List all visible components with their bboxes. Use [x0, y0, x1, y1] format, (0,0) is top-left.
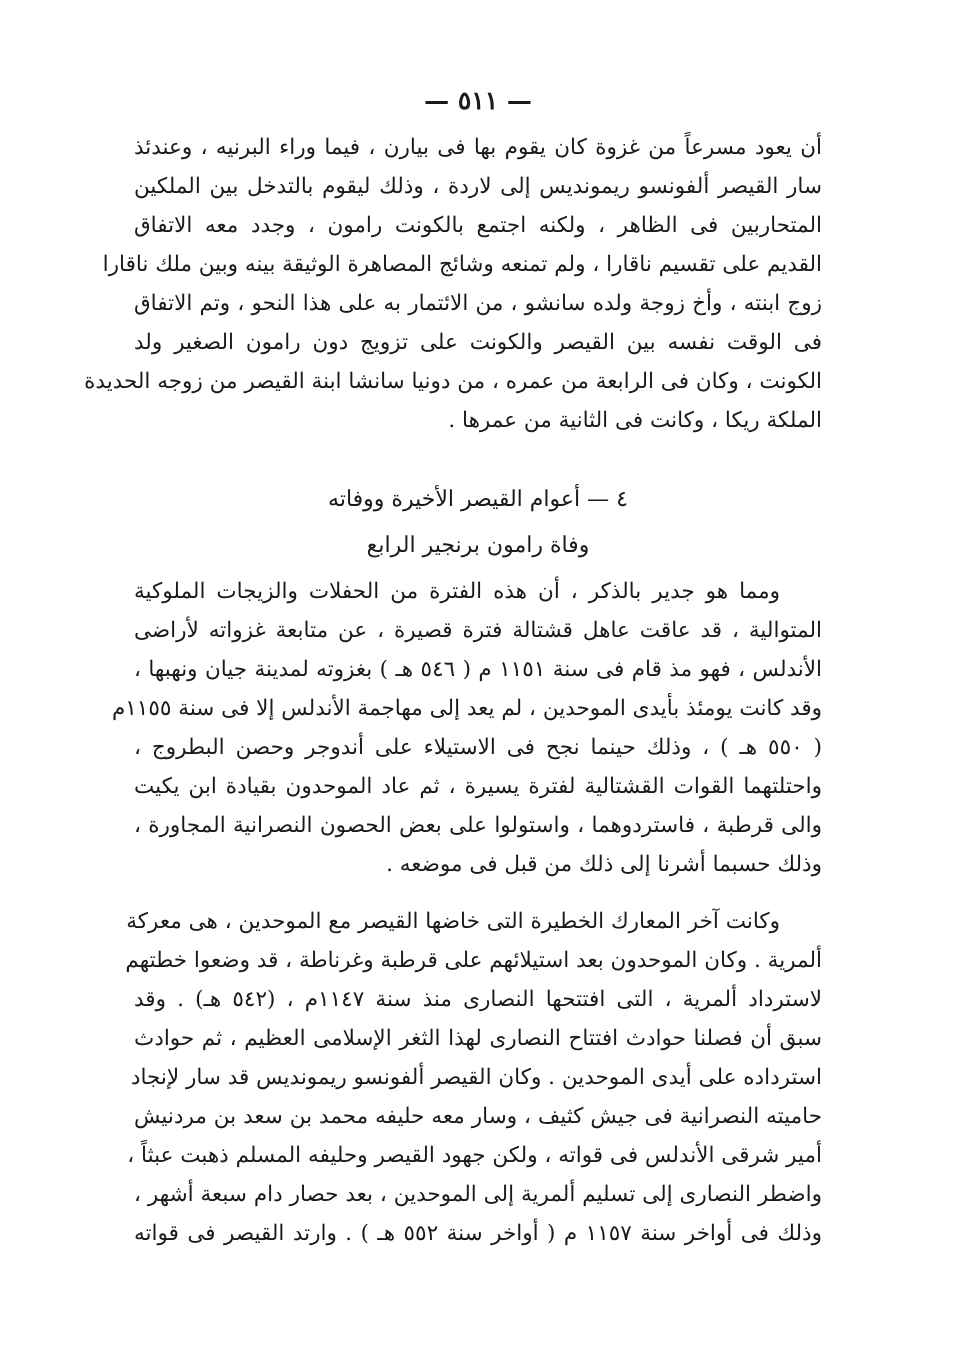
text-line: استرداده على أيدى الموحدين . وكان القيصر ألفونسو ريمونديس قد سار لإنجاد: [130, 1065, 822, 1090]
text-line: وكانت آخر المعارك الخطيرة التى خاضها القيصر مع الموحدين ، هى معركة: [126, 909, 780, 934]
text-line: زوج ابنته ، وأخ زوجة ولده سانشو ، من الائتمار به على هذا النحو ، وتم الاتفاق: [134, 291, 822, 316]
text-line: واحتلتهما القوات القشتالية لفترة يسيرة ، ثم عاد الموحدون بقيادة ابن يكيت: [134, 774, 822, 799]
text-line: ( ٥٥٠ هـ ) ، وذلك حينما نجح فى الاستيلاء على أندوجر وحصن البطروج ،: [134, 735, 822, 760]
text-line: ألمرية . وكان الموحدون بعد استيلائهم على قرطبة وغرناطة ، قد وضعوا خطتهم: [125, 948, 822, 973]
text-line: واضطر النصارى إلى تسليم ألمرية إلى الموحدين ، بعد حصار دام سبعة أشهر ،: [134, 1182, 822, 1207]
text-line: الكونت ، وكان فى الرابعة من عمره ، من دونيا سانشا ابنة القيصر من زوجه الحديدة: [84, 369, 822, 394]
text-line: لاسترداد ألمرية ، التى افتتحها النصارى منذ سنة ١١٤٧م ، (٥٤٢ هـ) . وقد: [134, 987, 822, 1012]
text-line: أمير شرقى الأندلس فى قواته ، ولكن جهود القيصر وحليفه المسلم ذهبت عبثاً ،: [127, 1143, 822, 1168]
text-line: وذلك فى أواخر سنة ١١٥٧ م ( أواخر سنة ٥٥٢ هـ ) . وارتد القيصر فى قواته: [134, 1221, 822, 1246]
section-subheading: وفاة رامون برنجير الرابع: [366, 533, 590, 558]
section-heading: ٤ — أعوام القيصر الأخيرة ووفاته: [328, 487, 628, 512]
paragraph-3: [125, 902, 822, 1253]
text-line: المتوالية ، قد عاقت عاهل قشتالة فترة قصيرة ، عن متابعة غزواته لأراضى: [134, 618, 822, 643]
paragraph-1: [84, 128, 822, 440]
text-line: سبق أن فصلنا حوادث افتتاح النصارى لهذا الثغر الإسلامى العظيم ، ثم حوادث: [134, 1026, 822, 1051]
paragraph-2: [111, 572, 822, 884]
text-line: المتحاربين فى الظاهر ، ولكنه اجتمع بالكونت رامون ، وجدد معه الاتفاق: [134, 213, 822, 238]
text-line: والى قرطبة ، فاستردوهما ، واستولوا على بعض الحصون النصرانية المجاورة ،: [134, 813, 822, 838]
text-line: فى الوقت نفسه بين القيصر والكونت على تزويج دون رامون الصغير ولد: [134, 330, 822, 355]
text-line: القديم على تقسيم ناقارا ، ولم تمنعه وشائج المصاهرة الوثيقة بينه وبين ملك ناقارا: [102, 252, 822, 277]
text-line: الأندلس ، فهو مذ قام فى سنة ١١٥١ م ( ٥٤٦ هـ ) بغزوته لمدينة جيان ونهبها ،: [134, 657, 822, 682]
text-line: ومما هو جدير بالذكر ، أن هذه الفترة من الحفلات والزيجات الملوكية: [134, 579, 780, 604]
page-number: — ٥١١ —: [424, 86, 532, 115]
text-line: سار القيصر ألفونسو ريمونديس إلى لاردة ، وذلك ليقوم بالتدخل بين الملكين: [134, 174, 822, 199]
text-line: وقد كانت يومئذ بأيدى الموحدين ، لم يعد إلى مهاجمة الأندلس إلا فى سنة ١١٥٥م: [111, 696, 822, 721]
text-line: الملكة ريكا ، وكانت فى الثانية من عمرها .: [448, 408, 822, 433]
text-line: وذلك حسبما أشرنا إلى ذلك من قبل فى موضعه .: [386, 852, 822, 877]
text-line: أن يعود مسرعاً من غزوة كان يقوم بها فى بيارن ، فيما وراء البرنيه ، وعندئذ: [134, 135, 822, 160]
text-line: حاميته النصرانية فى جيش كثيف ، وسار معه حليفه محمد بن سعد بن مردنيش: [134, 1104, 822, 1129]
